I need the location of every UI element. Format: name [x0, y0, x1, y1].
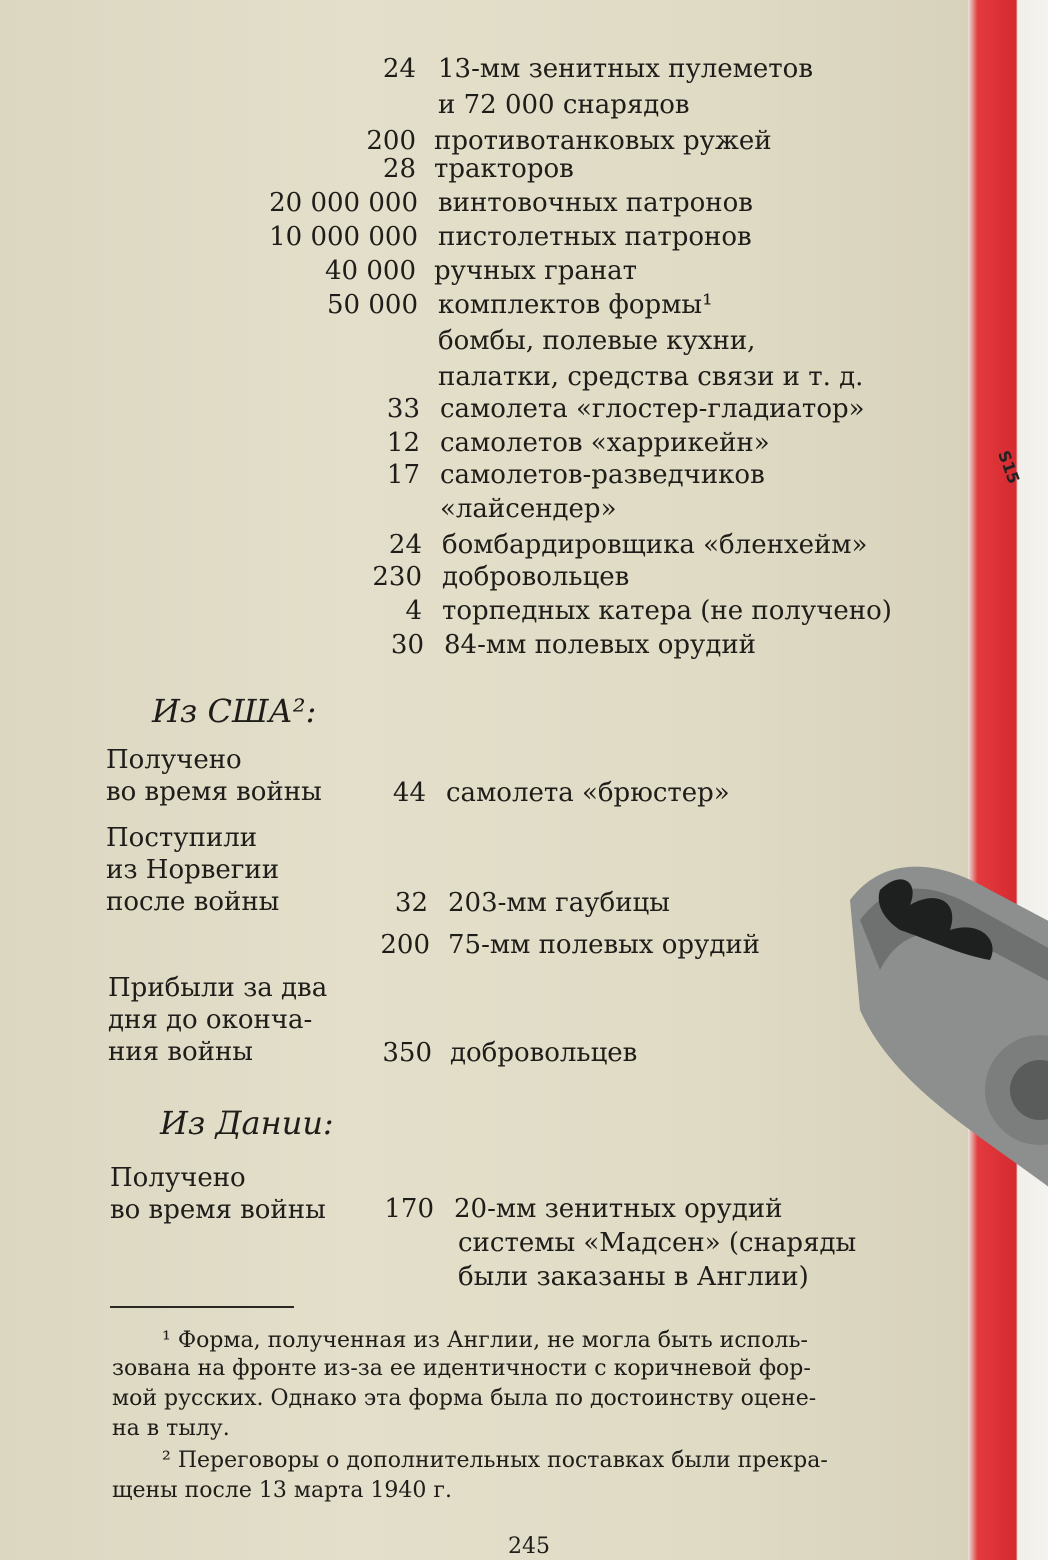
book-cover-edge [968, 0, 1048, 1560]
item-text: «лайсендер» [440, 494, 617, 524]
item-text: противотанковых ружей [434, 126, 772, 156]
item-quantity: 30 [390, 630, 424, 660]
item-text: самолета «глостер-гладиатор» [440, 394, 865, 424]
item-quantity: 17 [386, 460, 420, 490]
page-number: 245 [508, 1534, 550, 1559]
footnote-line: ¹ Форма, полученная из Англии, не могла быть исполь- [162, 1328, 808, 1353]
footnote-line: на в тылу. [112, 1416, 230, 1441]
item-quantity: 24 [382, 54, 416, 84]
item-quantity: 12 [386, 428, 420, 458]
footnote-line: мой русских. Однако эта форма была по достоинству оцене- [112, 1386, 817, 1411]
cover-edge-label: S15 [994, 448, 1024, 487]
item-quantity: 50 000 [327, 290, 418, 320]
item-quantity: 33 [386, 394, 420, 424]
section-heading-denmark: Из Дании: [160, 1104, 334, 1142]
item-quantity: 170 [384, 1194, 434, 1224]
item-quantity: 20 000 000 [269, 188, 418, 218]
item-text: самолетов «харрикейн» [440, 428, 770, 458]
item-quantity: 32 [394, 888, 428, 918]
item-text: системы «Мадсен» (снаряды [458, 1228, 857, 1258]
item-quantity: 4 [405, 596, 422, 626]
item-text: торпедных катера (не получено) [442, 596, 892, 626]
item-text: тракторов [434, 154, 574, 184]
footnote-line: щены после 13 марта 1940 г. [112, 1478, 452, 1503]
item-text: пистолетных патронов [438, 222, 752, 252]
pliers-tool-image [840, 860, 1048, 1220]
item-text: 203-мм гаубицы [448, 888, 670, 918]
item-text: бомбардировщика «бленхейм» [442, 530, 868, 560]
item-quantity: 200 [366, 126, 416, 156]
footnote-line: ² Переговоры о дополнительных поставках были прекра- [162, 1448, 828, 1473]
item-text: 13-мм зенитных пулеметов [438, 54, 813, 84]
item-text: добровольцев [450, 1038, 638, 1068]
item-quantity: 24 [388, 530, 422, 560]
item-text: 20-мм зенитных орудий [454, 1194, 783, 1224]
item-text: самолета «брюстер» [446, 778, 730, 808]
item-quantity: 28 [382, 154, 416, 184]
group-label: Поступили из Норвегии после войны [106, 823, 280, 917]
item-quantity: 10 000 000 [269, 222, 418, 252]
item-quantity: 200 [380, 930, 430, 960]
item-text: комплектов формы¹ [438, 290, 713, 320]
item-text: были заказаны в Англии) [458, 1262, 809, 1292]
item-text: и 72 000 снарядов [438, 90, 690, 120]
group-label: Прибыли за два дня до оконча- ния войны [108, 973, 328, 1067]
item-text: ручных гранат [434, 256, 638, 286]
item-quantity: 44 [392, 778, 426, 808]
item-text: 75-мм полевых орудий [448, 930, 760, 960]
section-heading-usa: Из США²: [152, 692, 317, 730]
item-text: бомбы, полевые кухни, [438, 326, 756, 356]
group-label: Получено во время войны [110, 1163, 326, 1225]
group-label: Получено во время войны [106, 745, 322, 807]
item-text: добровольцев [442, 562, 630, 592]
footnote-rule [110, 1306, 294, 1308]
item-text: палатки, средства связи и т. д. [438, 362, 864, 392]
footnote-line: зована на фронте из-за ее идентичности с коричневой фор- [112, 1356, 811, 1381]
item-quantity: 40 000 [325, 256, 416, 286]
item-text: винтовочных патронов [438, 188, 753, 218]
item-text: 84-мм полевых орудий [444, 630, 756, 660]
item-text: самолетов-разведчиков [440, 460, 765, 490]
item-quantity: 350 [382, 1038, 432, 1068]
item-quantity: 230 [372, 562, 422, 592]
